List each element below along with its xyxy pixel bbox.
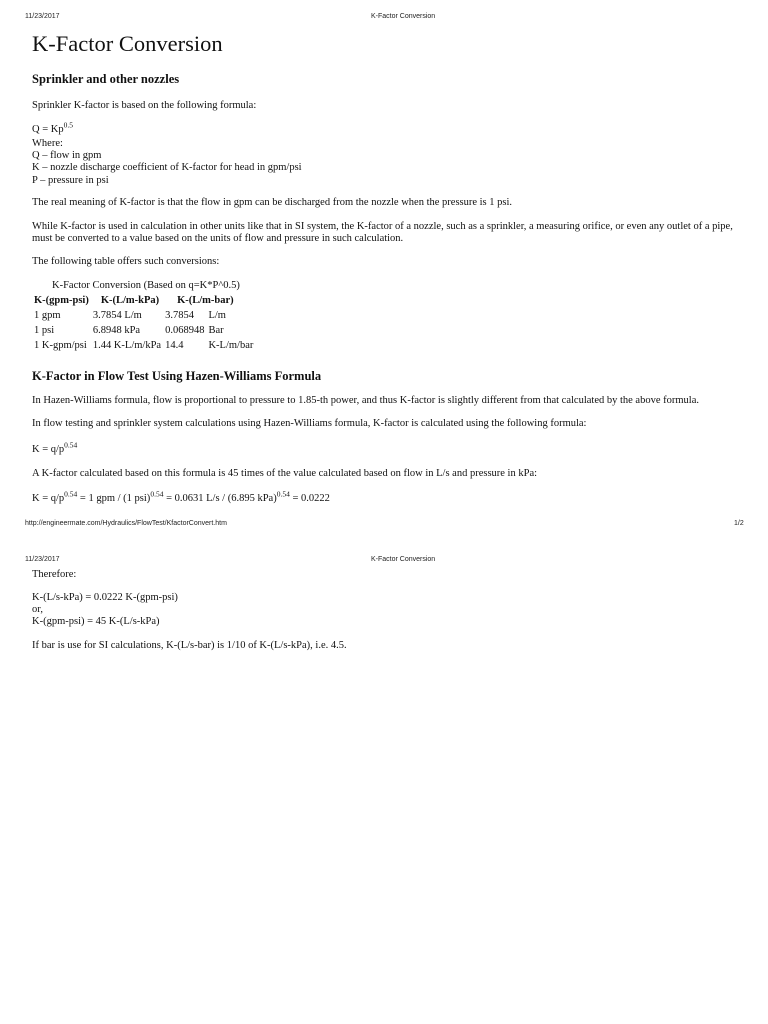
table-cell: K-L/m/bar [208,340,254,351]
therefore-label: Therefore: [32,569,77,580]
paragraph-hazen-williams: In Hazen-Williams formula, flow is proportional to pressure to 1.85-th power, and thus K-factor is slightly different from that calculated by the above formula. [32,395,699,406]
table-cell: 1 psi [34,325,55,336]
table-row [32,323,255,338]
section-heading-sprinkler: Sprinkler and other nozzles [32,72,180,86]
table-row [32,308,255,323]
table-header-cell: K-(L/m-bar) [177,295,234,306]
formula-k-calculation [32,489,330,505]
table-cell: 0.068948 [165,325,205,336]
table-cell: 1 gpm [34,310,61,321]
print-title: K-Factor Conversion [371,13,436,20]
table-header-cell: K-(L/m-kPa) [100,295,160,306]
formula-k-qp [32,440,78,456]
table-cell: Bar [208,325,224,336]
formula-exponent: 0.54 [276,489,290,499]
where-label: Where: [32,138,63,149]
table-header-cell: K-(gpm-psi) [34,295,89,306]
equation-ls-kpa: K-(L/s-kPa) = 0.0222 K-(gpm-psi) [32,592,178,603]
table-cell: 14.4 [165,340,184,351]
definition-p: P – pressure in psi [32,175,109,186]
table-cell: 1 K-gpm/psi [34,340,87,351]
table-cell: L/m [208,310,226,321]
page-title: K-Factor Conversion [32,31,223,56]
page-number: 1/2 [734,520,744,527]
print-date: 11/23/2017 [25,13,60,20]
print-title-page-2: K-Factor Conversion [371,556,436,563]
paragraph-table-intro: The following table offers such conversions: [32,256,220,267]
formula-intro: Sprinkler K-factor is based on the following formula: [32,100,257,111]
k-factor-conversion-table [32,279,255,353]
paragraph-k-meaning: The real meaning of K-factor is that the flow in gpm can be discharged from the nozzle when the pressure is 1 psi. [32,197,513,208]
formula-exponent: 0.54 [64,440,78,450]
table-cell: 3.7854 L/m [92,310,142,321]
formula-exponent: 0.54 [64,489,78,499]
definition-k: K – nozzle discharge coefficient of K-factor for head in gpm/psi [32,162,302,173]
table-cell: 1.44 K-L/m/kPa [92,340,162,351]
print-url: http://engineermate.com/Hydraulics/FlowTest/KfactorConvert.htm [25,520,227,527]
formula-q-kp [32,120,73,136]
formula-part: = 1 gpm / (1 psi) [77,493,151,504]
paragraph-flow-testing: In flow testing and sprinkler system calculations using Hazen-Williams formula, K-factor is calculated using the following formula: [32,418,587,429]
section-heading-hazen-williams: K-Factor in Flow Test Using Hazen-Williams Formula [32,369,322,383]
or-label: or, [32,604,43,615]
print-date-page-2: 11/23/2017 [25,556,60,563]
formula-base: K = q/p [32,444,65,455]
formula-base: Q = Kp [32,124,64,135]
formula-part: K = q/p [32,493,65,504]
table-row [32,338,255,353]
table-caption: K-Factor Conversion (Based on q=K*P^0.5) [52,280,240,291]
formula-part: = 0.0222 [289,493,330,504]
formula-exponent: 0.5 [63,120,73,130]
paragraph-45-times: A K-factor calculated based on this formula is 45 times of the value calculated based on flow in L/s and pressure in kPa: [32,468,538,479]
formula-exponent: 0.54 [150,489,164,499]
definition-q: Q – flow in gpm [32,150,102,161]
bar-note: If bar is use for SI calculations, K-(L/s-bar) is 1/10 of K-(L/s-kPa), i.e. 4.5. [32,640,347,651]
table-cell: 6.8948 kPa [92,325,141,336]
equation-gpm-psi: K-(gpm-psi) = 45 K-(L/s-kPa) [32,616,160,627]
paragraph-si-units: While K-factor is used in calculation in other units like that in SI system, the K-factor of a nozzle, such as a sprinkler, a measuring orifice, or even any outlet of a pipe, must be converted to a value based on the units of flow and pressure in such calculation. [32,221,733,244]
table-header-row [32,293,255,308]
table-cell: 3.7854 [165,310,194,321]
formula-part: = 0.0631 L/s / (6.895 kPa) [163,493,277,504]
